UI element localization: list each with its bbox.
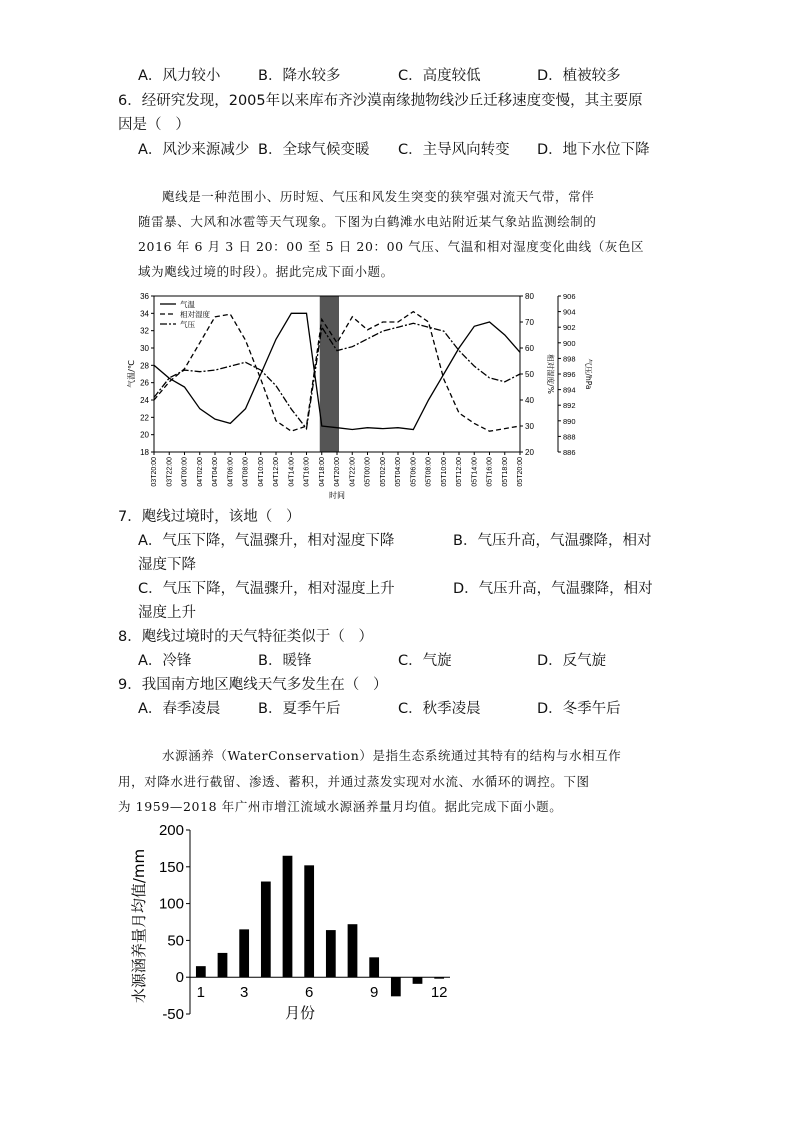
right1-tick-label: 30 xyxy=(525,422,534,431)
left-tick-label: 22 xyxy=(140,413,149,423)
x-tick-label: 6 xyxy=(304,984,314,1002)
bar-month-1 xyxy=(196,966,206,977)
right2-tick-label: 888 xyxy=(563,432,576,442)
x-tick-label: 03T22:00 xyxy=(166,457,174,487)
x-tick-label: 05T16:00 xyxy=(486,457,494,487)
right2-tick-label: 886 xyxy=(563,448,576,457)
right1-tick-label: 60 xyxy=(525,344,534,353)
bar-month-7 xyxy=(326,930,336,977)
y-axis-label: 水源涵养量月均值/mm xyxy=(130,848,148,1004)
x-axis-label: 月份 xyxy=(284,1004,316,1022)
q8-option-a: A．冷锋 xyxy=(138,653,192,669)
q9-option-a: A．春季凌晨 xyxy=(138,701,221,717)
q7-option-d-line2: 湿度上升 xyxy=(138,605,196,621)
x-axis-label: 时间 xyxy=(329,491,345,500)
y-tick-label: 150 xyxy=(158,858,184,876)
right1-tick-label: 20 xyxy=(525,448,534,457)
passage1-line2: 随雷暴、大风和冰雹等天气现象。下图为白鹤滩水电站附近某气象站监测绘制的 xyxy=(138,214,597,229)
q5-option-d: D．植被较多 xyxy=(537,68,621,84)
q7-option-d-line1: D．气压升高，气温骤降，相对 xyxy=(453,581,653,597)
x-tick-label: 04T06:00 xyxy=(227,457,235,487)
x-tick-label: 05T00:00 xyxy=(364,457,372,487)
y-tick-label: 100 xyxy=(158,895,184,913)
x-tick-label: 9 xyxy=(369,984,379,1002)
q9-option-d: D．冬季午后 xyxy=(537,701,621,717)
x-tick-label: 04T10:00 xyxy=(257,457,265,487)
q9-option-b: B．夏季午后 xyxy=(258,701,341,717)
right2-tick-label: 902 xyxy=(563,323,576,333)
q8-option-b: B．暖锋 xyxy=(258,653,312,669)
legend-label: 气压 xyxy=(180,320,195,329)
left-tick-label: 26 xyxy=(140,378,149,388)
x-tick-label: 03T20:00 xyxy=(151,457,158,487)
right2-tick-label: 906 xyxy=(563,292,576,301)
passage2-line1: 水源涵养（WaterConservation）是指生态系统通过其特有的结构与水相互作 xyxy=(162,748,622,763)
legend-label: 相对湿度 xyxy=(180,310,210,319)
right2-tick-label: 892 xyxy=(563,401,576,411)
x-tick-label: 05T18:00 xyxy=(501,457,509,487)
right2-tick-label: 894 xyxy=(563,385,576,395)
x-tick-label: 04T08:00 xyxy=(242,457,250,487)
q6-option-a: A．风沙来源减少 xyxy=(138,142,250,158)
q6-stem-line2: 因是（ ） xyxy=(118,117,190,133)
passage1-line1: 飑线是一种范围小、历时短、气压和风发生突变的狭窄强对流天气带，常伴 xyxy=(162,189,595,204)
x-tick-label: 05T14:00 xyxy=(471,457,479,487)
x-tick-label: 3 xyxy=(239,984,249,1002)
left-tick-label: 36 xyxy=(140,292,149,301)
right2-tick-label: 900 xyxy=(563,338,576,348)
left-tick-label: 18 xyxy=(140,448,149,457)
x-tick-label: 05T04:00 xyxy=(395,457,402,487)
q6-stem-line1: 6．经研究发现，2005年以来库布齐沙漠南缘抛物线沙丘迁移速度变慢，其主要原 xyxy=(118,93,643,109)
q8-option-c: C．气旋 xyxy=(398,653,452,669)
bar-month-4 xyxy=(261,882,271,978)
q7-option-b-line2: 湿度下降 xyxy=(138,557,196,573)
left-tick-label: 32 xyxy=(140,326,149,336)
x-tick-label: 05T08:00 xyxy=(425,457,433,487)
q5-option-b: B．降水较多 xyxy=(258,68,341,84)
y-tick-label: 50 xyxy=(167,932,184,950)
left-tick-label: 30 xyxy=(140,344,149,353)
x-tick-label: 1 xyxy=(196,984,206,1002)
q6-option-c: C．主导风向转变 xyxy=(398,142,510,158)
q7-option-c: C．气压下降，气温骤升，相对湿度上升 xyxy=(138,581,395,597)
left-tick-label: 20 xyxy=(140,430,149,440)
left-tick-label: 24 xyxy=(140,396,149,405)
q7-option-a: A．气压下降，气温骤升，相对湿度下降 xyxy=(138,533,395,549)
left-tick-label: 28 xyxy=(140,361,149,371)
q7-stem: 7．飑线过境时，该地（ ） xyxy=(118,509,301,525)
right1-tick-label: 50 xyxy=(525,370,534,379)
passage2-line2: 用，对降水进行截留、渗透、蓄积，并通过蒸发实现对水流、水循环的调控。下图 xyxy=(118,774,590,789)
water-conservation-bar-chart xyxy=(120,818,460,1028)
y-tick-label: -50 xyxy=(162,1006,184,1023)
x-tick-label: 04T00:00 xyxy=(181,457,189,487)
bar-month-2 xyxy=(218,953,228,977)
q9-stem: 9．我国南方地区飑线天气多发生在（ ） xyxy=(118,677,388,693)
legend-label: 气温 xyxy=(180,300,195,309)
y-tick-label: 200 xyxy=(158,822,184,839)
x-tick-label: 04T22:00 xyxy=(349,457,357,487)
squall-shaded-band xyxy=(320,296,339,452)
x-tick-label: 04T04:00 xyxy=(212,457,219,487)
passage2-line3: 为 1959—2018 年广州市增江流域水源涵养量月均值。据此完成下面小题。 xyxy=(118,799,563,814)
right1-tick-label: 70 xyxy=(525,318,534,327)
bar-month-10 xyxy=(391,977,401,996)
q8-stem: 8．飑线过境时的天气特征类似于（ ） xyxy=(118,629,374,645)
x-tick-label: 05T02:00 xyxy=(379,457,387,487)
right2-tick-label: 898 xyxy=(563,354,576,364)
bar-month-3 xyxy=(239,929,249,977)
x-tick-label: 05T10:00 xyxy=(440,457,448,487)
bar-month-8 xyxy=(348,924,358,977)
x-tick-label: 04T18:00 xyxy=(318,457,326,487)
y-tick-label: 0 xyxy=(175,969,184,987)
q5-option-a: A．风力较小 xyxy=(138,68,221,84)
passage1-line4: 域为飑线过境的时段）。据此完成下面小题。 xyxy=(138,264,394,279)
bar-month-6 xyxy=(304,865,314,977)
passage1-line3: 2016 年 6 月 3 日 20：00 至 5 日 20：00 气压、气温和相对湿度变化曲线（灰色区 xyxy=(138,239,645,254)
q6-option-d: D．地下水位下降 xyxy=(537,142,650,158)
y-axis-label-right2: 气压/hPa xyxy=(584,358,593,390)
x-tick-label: 04T02:00 xyxy=(196,457,204,487)
right2-tick-label: 896 xyxy=(563,370,576,379)
right2-tick-label: 904 xyxy=(563,307,576,317)
x-tick-label: 12 xyxy=(430,984,448,1002)
y-axis-label-left: 气温/℃ xyxy=(127,360,136,388)
bar-month-11 xyxy=(413,977,423,984)
bar-month-9 xyxy=(369,957,379,977)
x-tick-label: 04T14:00 xyxy=(288,457,296,487)
x-tick-label: 05T20:00 xyxy=(517,457,524,487)
left-tick-label: 34 xyxy=(140,309,149,319)
q6-option-b: B．全球气候变暖 xyxy=(258,142,370,158)
x-tick-label: 04T12:00 xyxy=(273,457,280,487)
bar-month-12 xyxy=(434,977,444,978)
right1-tick-label: 80 xyxy=(525,292,534,301)
x-tick-label: 05T06:00 xyxy=(410,457,418,487)
x-tick-label: 05T12:00 xyxy=(456,457,463,487)
q5-option-c: C．高度较低 xyxy=(398,68,481,84)
x-tick-label: 04T20:00 xyxy=(334,457,341,487)
y-axis-label-right1: 相对湿度/% xyxy=(546,354,555,394)
weather-line-chart xyxy=(120,290,593,500)
q8-option-d: D．反气旋 xyxy=(537,653,607,669)
right2-tick-label: 890 xyxy=(563,416,576,426)
q7-option-b-line1: B．气压升高，气温骤降，相对 xyxy=(453,533,652,549)
right1-tick-label: 40 xyxy=(525,396,534,405)
x-tick-label: 04T16:00 xyxy=(303,457,311,487)
q9-option-c: C．秋季凌晨 xyxy=(398,701,481,717)
bar-month-5 xyxy=(283,856,293,977)
